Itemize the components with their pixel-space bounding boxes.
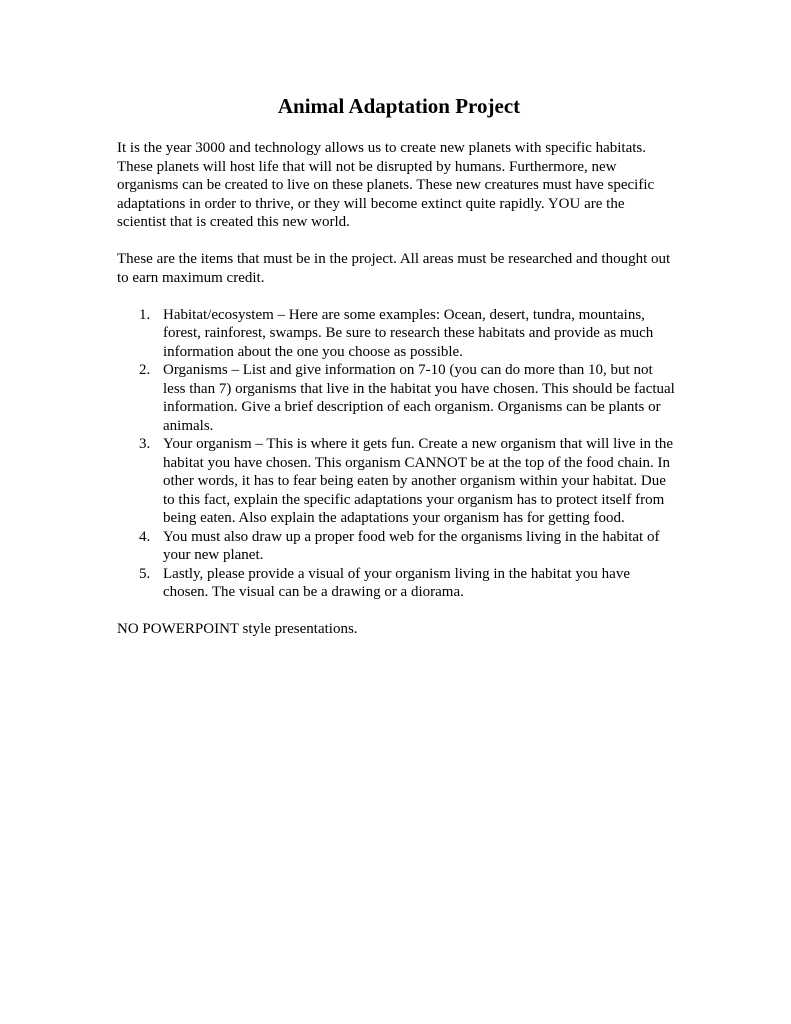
requirements-list (117, 306, 677, 602)
intro-paragraph: It is the year 3000 and technology allows us to create new planets with specific habitats. These planets will host life that will not be disrupted by humans. Furthermore, new organisms can be created to live on these planets. These new creatures must have specific adaptations in order to thrive, or they will become extinct quite rapidly. YOU are the scientist that is created this new world. (117, 140, 655, 230)
list-item-text: Organisms – List and give information on 7-10 (you can do more than 10, but not less than 7) organisms that live in the habitat you have chosen. This should be factual information. Give a brief description of each organism. Organisms can be plants or animals. (163, 362, 675, 434)
list-item (117, 435, 677, 528)
list-item-text: Your organism – This is where it gets fun. Create a new organism that will live in the habitat you have chosen. This organism CANNOT be at the top of the food chain. In other words, it has to fear being eaten by another organism within your habitat. Due to this fact, explain the specific adaptations your organism has to protect itself from being eaten. Also explain the adaptations your organism has for getting food. (163, 436, 674, 526)
list-item (117, 306, 677, 362)
list-item (117, 361, 677, 435)
list-item (117, 528, 677, 565)
list-item-number: 5. (139, 565, 151, 582)
closing-note: NO POWERPOINT style presentations. (117, 621, 358, 637)
list-item-text: Lastly, please provide a visual of your organism living in the habitat you have chosen. The visual can be a drawing or a diorama. (163, 565, 630, 600)
list-item-number: 2. (139, 362, 151, 378)
list-item-number: 4. (139, 528, 151, 545)
list-item (117, 565, 677, 602)
list-item-text: You must also draw up a proper food web for the organisms living in the habitat of your new planet. (163, 528, 660, 563)
list-item-number: 1. (139, 306, 151, 323)
items-intro-paragraph: These are the items that must be in the project. All areas must be researched and thought out to earn maximum credit. (117, 251, 671, 286)
list-item-number: 3. (139, 436, 151, 452)
document-title: Animal Adaptation Project (277, 94, 521, 118)
list-item-text: Habitat/ecosystem – Here are some examples: Ocean, desert, tundra, mountains, forest, rainforest, swamps. Be sure to research these habitats and provide as much information about the one you choose as possible. (163, 306, 654, 360)
